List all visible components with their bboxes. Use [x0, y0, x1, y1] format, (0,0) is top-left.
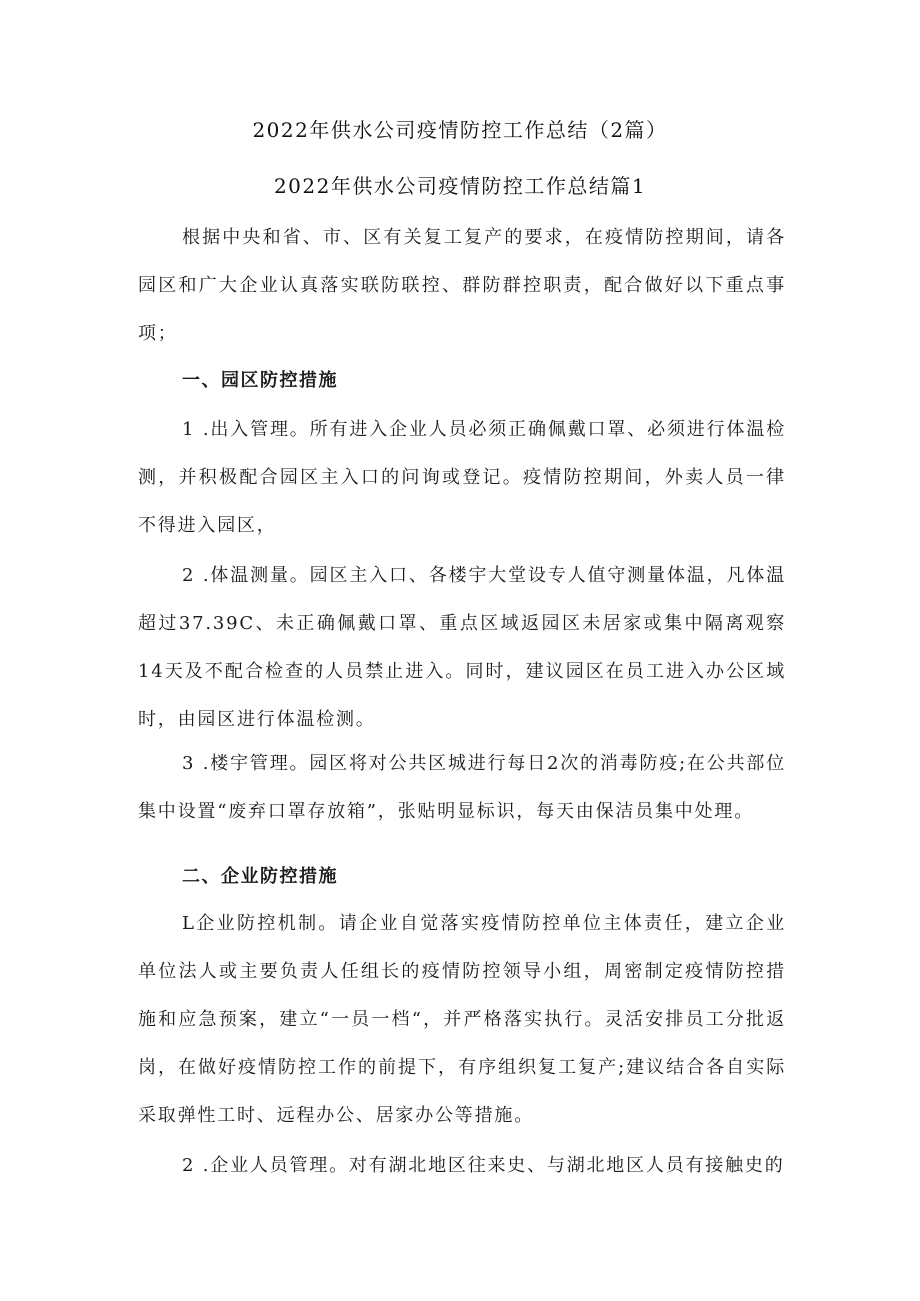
section2-heading: 二、企业防控措施	[182, 866, 338, 887]
document-title: 2022年供水公司疫情防控工作总结（2篇）	[252, 118, 668, 142]
document-subtitle: 2022年供水公司疫情防控工作总结篇1	[273, 174, 647, 198]
section1-heading: 一、园区防控措施	[182, 370, 338, 391]
section2-item-1: L企业防控机制。请企业自觉落实疫情防控单位主体责任，建立企业单位法人或主要负责人任组长的疫情防控领导小组，周密制定疫情防控措施和应急预案，建立“一员一档“，并严格落实执行。灵活安排员工分批返岗，在做好疫情防控工作的前提下，有序组织复工复产;建议结合各自实际采取弹性工时、远程办公、居家办公等措施。	[138, 913, 786, 1126]
intro-paragraph: 根据中央和省、市、区有关复工复产的要求，在疫情防控期间，请各园区和广大企业认真落实联防联控、群防群控职责，配合做好以下重点事项；	[138, 227, 786, 344]
section2-item-2: 2 .企业人员管理。对有湖北地区往来史、与湖北地区人员有接触史的	[182, 1155, 785, 1176]
section1-item-1: 1 .出入管理。所有进入企业人员必须正确佩戴口罩、必须进行体温检测，并积极配合园区主入口的问询或登记。疫情防控期间，外卖人员一律不得进入园区，	[138, 419, 786, 536]
section1-item-3: 3 .楼宇管理。园区将对公共区城进行每日2次的消毒防疫;在公共部位集中设置“废弃口罩存放箱”，张贴明显标识，每天由保洁员集中处理。	[138, 753, 786, 822]
section1-item-2: 2 .体温测量。园区主入口、各楼宇大堂设专人值守测量体温，凡体温超过37.39C、未正确佩戴口罩、重点区域返园区未居家或集中隔离观察14天及不配合检查的人员禁止进入。同时，建议园区在员工进入办公区域时，由园区进行体温检测。	[138, 565, 786, 730]
